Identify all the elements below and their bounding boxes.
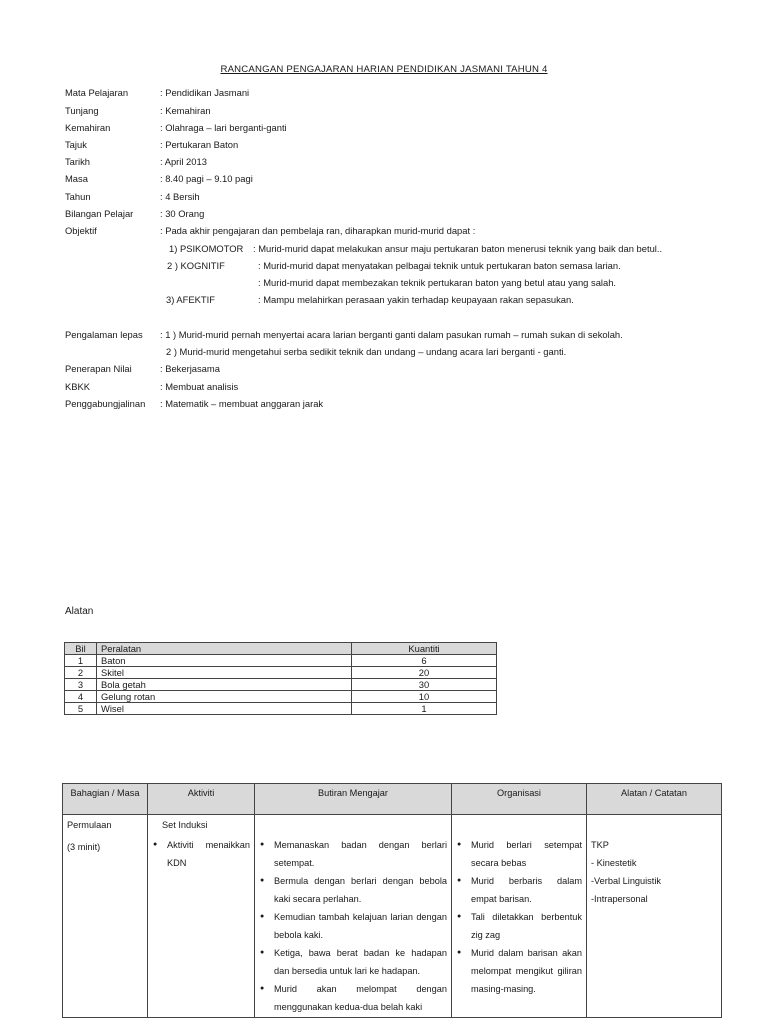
cell-kuantiti: 1 [352, 703, 497, 715]
info-value: : 8.40 pagi – 9.10 pagi [160, 173, 253, 184]
info-label: Pengalaman lepas [65, 329, 143, 340]
objective-text: : Murid-murid dapat melakukan ansur maju pertukaran baton menerusi teknik yang baik dan betul.. [253, 243, 663, 254]
info-label: Penerapan Nilai [65, 363, 132, 374]
cell-kuantiti: 30 [352, 679, 497, 691]
document-title: RANCANGAN PENGAJARAN HARIAN PENDIDIKAN JASMANI TAHUN 4 [220, 64, 548, 75]
cell-bil: 4 [65, 691, 97, 703]
objective-domain: 1) PSIKOMOTOR [169, 243, 244, 254]
cell-kuantiti: 6 [352, 655, 497, 667]
butiran-item: ● Murid akan melompat dengan menggunakan kedua-dua belah kaki [259, 980, 447, 1016]
info-label: Mata Pelajaran [65, 87, 129, 98]
lesson-plan-table [62, 783, 722, 1018]
info-label: Tunjang [65, 105, 99, 116]
cell-peralatan: Bola getah [97, 679, 352, 691]
column-header: Peralatan [97, 643, 352, 655]
objective-text: : Murid-murid dapat membezakan teknik pertukaran baton yang betul atau yang salah. [258, 277, 617, 288]
aktiviti-item: ● Aktiviti menaikkan KDN [152, 836, 250, 872]
butiran-item: ● Memanaskan badan dengan berlari setempat. [259, 836, 447, 872]
cell-bahagian [63, 815, 148, 1018]
organisasi-item: ● Murid dalam barisan akan melompat mengikut giliran masing-masing. [456, 944, 582, 998]
column-header: Kuantiti [352, 643, 497, 655]
butiran-item: ● Ketiga, bawa berat badan ke hadapan dan bersedia untuk lari ke hadapan. [259, 944, 447, 980]
cell-aktiviti [148, 815, 255, 1018]
info-label: Tarikh [65, 156, 91, 167]
info-value: : Matematik – membuat anggaran jarak [160, 398, 324, 409]
objective-domain: 3) AFEKTIF [166, 294, 215, 305]
butiran-item: ● Kemudian tambah kelajuan larian dengan bebola kaki. [259, 908, 447, 944]
column-header-bahagian: Bahagian / Masa [63, 784, 148, 815]
objective-text: : Mampu melahirkan perasaan yakin terhadap keupayaan rakan sepasukan. [258, 294, 574, 305]
organisasi-item: ● Murid berbaris dalam empat barisan. [456, 872, 582, 908]
catatan-line: -Verbal Linguistik [591, 876, 661, 886]
cell-bil: 3 [65, 679, 97, 691]
table-row [65, 703, 497, 715]
column-header-aktiviti: Aktiviti [148, 784, 255, 815]
column-header-organisasi: Organisasi [452, 784, 587, 815]
catatan-line: -Intrapersonal [591, 894, 648, 904]
bahagian-name: Permulaan [67, 820, 112, 830]
cell-peralatan: Baton [97, 655, 352, 667]
info-label: Objektif [65, 225, 97, 236]
info-label: Tajuk [65, 139, 87, 150]
info-value: : 1 ) Murid-murid pernah menyertai acara larian berganti ganti dalam pasukan rumah – rumah sukan di sekolah. [160, 329, 623, 340]
cell-bil: 5 [65, 703, 97, 715]
table-row [65, 679, 497, 691]
cell-bil: 2 [65, 667, 97, 679]
aktiviti-title: Set Induksi [162, 820, 208, 830]
column-header-butiran: Butiran Mengajar [255, 784, 452, 815]
info-label: Kemahiran [65, 122, 111, 133]
cell-butiran [255, 815, 452, 1018]
column-header-catatan: Alatan / Catatan [587, 784, 722, 815]
cell-peralatan: Gelung rotan [97, 691, 352, 703]
objective-text: : Murid-murid dapat menyatakan pelbagai teknik untuk pertukaran baton semasa larian. [258, 260, 621, 271]
info-value: : 30 Orang [160, 208, 205, 219]
cell-bil: 1 [65, 655, 97, 667]
equipment-table [64, 642, 497, 715]
info-label: Tahun [65, 191, 91, 202]
butiran-item: ● Bermula dengan berlari dengan bebola kaki secara perlahan. [259, 872, 447, 908]
info-label: Masa [65, 173, 88, 184]
bahagian-time: (3 minit) [67, 842, 101, 852]
table-header-row [63, 784, 722, 815]
table-row [65, 691, 497, 703]
cell-peralatan: Wisel [97, 703, 352, 715]
catatan-line: - Kinestetik [591, 858, 637, 868]
organisasi-item: ● Tali diletakkan berbentuk zig zag [456, 908, 582, 944]
objective-domain: 2 ) KOGNITIF [167, 260, 225, 271]
organisasi-item: ● Murid berlari setempat secara bebas [456, 836, 582, 872]
info-value: : April 2013 [160, 156, 207, 167]
catatan-line: TKP [591, 840, 609, 850]
cell-peralatan: Skitel [97, 667, 352, 679]
cell-catatan [587, 815, 722, 1018]
info-value: : Membuat analisis [160, 381, 239, 392]
table-row [63, 815, 722, 1018]
cell-kuantiti: 10 [352, 691, 497, 703]
info-value: : Pendidikan Jasmani [160, 87, 250, 98]
pengalaman-line: 2 ) Murid-murid mengetahui serba sedikit teknik dan undang – undang acara lari berganti - ganti. [166, 346, 567, 357]
table-row [65, 667, 497, 679]
info-label: Bilangan Pelajar [65, 208, 134, 219]
table-header-row [65, 643, 497, 655]
info-value: : Kemahiran [160, 105, 211, 116]
cell-organisasi [452, 815, 587, 1018]
column-header: Bil [65, 643, 97, 655]
info-value: : 4 Bersih [160, 191, 200, 202]
info-label: KBKK [65, 381, 91, 392]
alatan-heading: Alatan [65, 606, 94, 617]
cell-kuantiti: 20 [352, 667, 497, 679]
info-value: : Olahraga – lari berganti-ganti [160, 122, 287, 133]
info-value: : Pada akhir pengajaran dan pembelaja ran, diharapkan murid-murid dapat : [160, 225, 476, 236]
table-row [65, 655, 497, 667]
info-label: Penggabungjalinan [65, 398, 146, 409]
info-value: : Pertukaran Baton [160, 139, 239, 150]
info-value: : Bekerjasama [160, 363, 220, 374]
